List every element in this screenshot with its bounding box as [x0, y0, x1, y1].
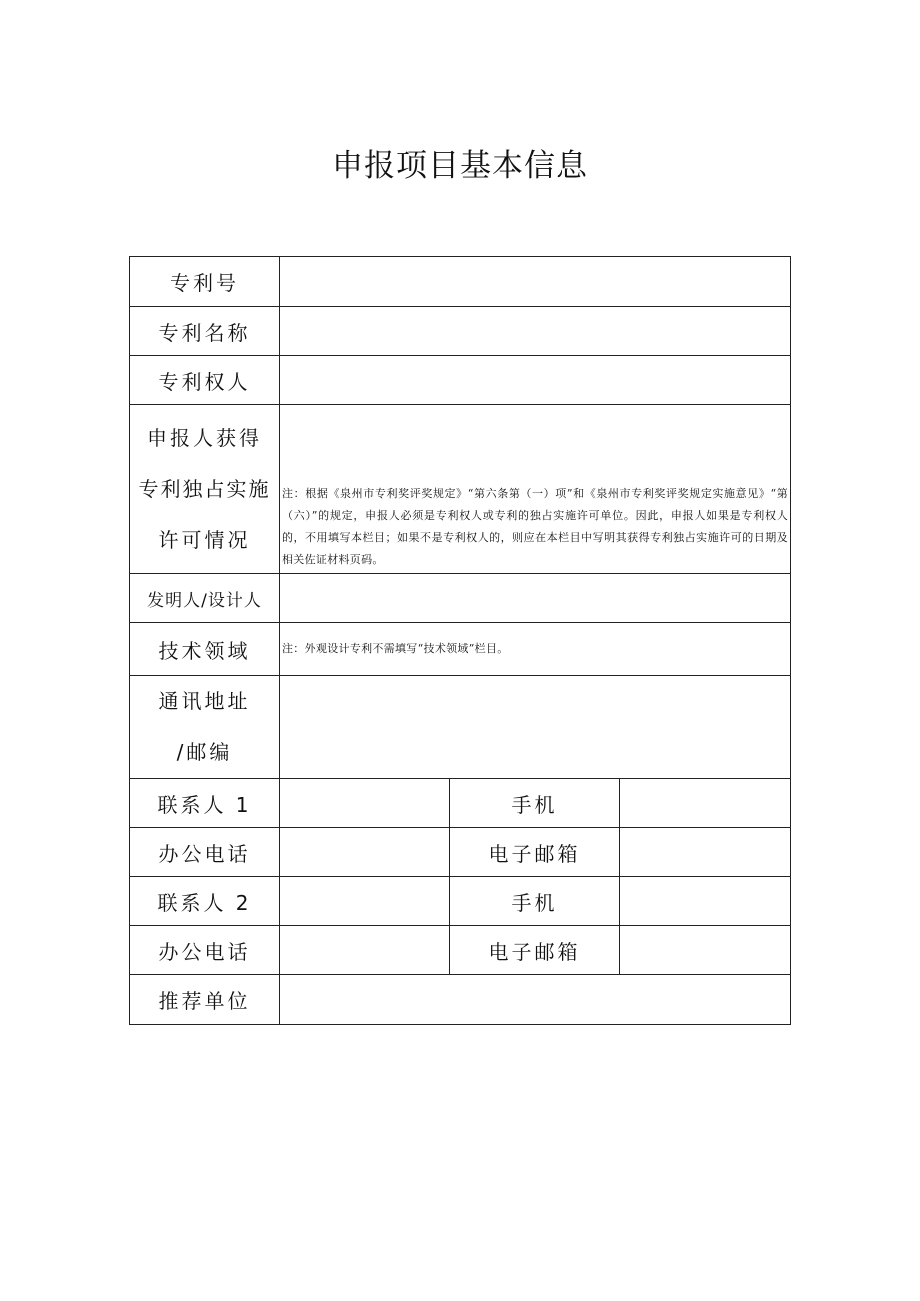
- row-license: [130, 405, 791, 574]
- inventor-label: 发明人/设计人: [130, 574, 280, 623]
- row-patent-name: [130, 307, 791, 356]
- contact1-label: 联系人 1: [130, 779, 280, 828]
- patent-no-label: 专利号: [130, 257, 280, 307]
- address-label-line: 通讯地址: [158, 689, 251, 713]
- recommender-label: 推荐单位: [130, 975, 280, 1025]
- license-note: 注：根据《泉州市专利奖评奖规定》“第六条第（一）项”和《泉州市专利奖评奖规定实施意见》“第（六）”的规定，申报人必须是专利权人或专利的独占实施许可单位。因此，申报人如果是专利权人的，不用填写本栏目；如果不是专利权人的，则应在本栏目中写明其获得专利独占实施许可的日期及相关佐证材料页码。: [282, 487, 789, 566]
- office1-phone-label: 办公电话: [130, 828, 280, 877]
- row-contact1: [130, 779, 791, 828]
- contact2-mobile-label: 手机: [450, 877, 620, 926]
- office2-email-field[interactable]: [620, 926, 791, 975]
- tech-field-field[interactable]: [280, 623, 791, 676]
- license-field[interactable]: [280, 405, 791, 574]
- office1-email-field[interactable]: [620, 828, 791, 877]
- row-office1: [130, 828, 791, 877]
- office2-phone-field[interactable]: [280, 926, 450, 975]
- contact1-mobile-label: 手机: [450, 779, 620, 828]
- address-label-line: /邮编: [176, 740, 233, 764]
- office2-phone-label: 办公电话: [130, 926, 280, 975]
- patentee-label: 专利权人: [130, 356, 280, 405]
- row-recommender: [130, 975, 791, 1025]
- contact2-mobile-field[interactable]: [620, 877, 791, 926]
- application-info-table: [129, 256, 791, 1025]
- contact1-mobile-field[interactable]: [620, 779, 791, 828]
- row-inventor: [130, 574, 791, 623]
- patent-name-label: 专利名称: [130, 307, 280, 356]
- row-tech-field: [130, 623, 791, 676]
- row-patent-no: [130, 257, 791, 307]
- row-address: [130, 676, 791, 779]
- office1-phone-field[interactable]: [280, 828, 450, 877]
- row-patentee: [130, 356, 791, 405]
- office1-email-label: 电子邮箱: [450, 828, 620, 877]
- patent-no-field[interactable]: [280, 257, 791, 307]
- contact1-name-field[interactable]: [280, 779, 450, 828]
- contact2-label: 联系人 2: [130, 877, 280, 926]
- license-label-line: 专利独占实施: [138, 476, 271, 501]
- patentee-field[interactable]: [280, 356, 791, 405]
- tech-field-label: 技术领域: [130, 623, 280, 676]
- patent-name-field[interactable]: [280, 307, 791, 356]
- recommender-field[interactable]: [280, 975, 791, 1025]
- address-label: [130, 676, 280, 779]
- license-label-line: 许可情况: [158, 527, 251, 552]
- license-label-line: 申报人获得: [147, 425, 262, 450]
- row-office2: [130, 926, 791, 975]
- license-label: [130, 405, 280, 574]
- office2-email-label: 电子邮箱: [450, 926, 620, 975]
- page-title: 申报项目基本信息: [332, 148, 588, 184]
- inventor-field[interactable]: [280, 574, 791, 623]
- row-contact2: [130, 877, 791, 926]
- tech-field-note: 注：外观设计专利不需填写“技术领域”栏目。: [282, 642, 509, 655]
- address-field[interactable]: [280, 676, 791, 779]
- contact2-name-field[interactable]: [280, 877, 450, 926]
